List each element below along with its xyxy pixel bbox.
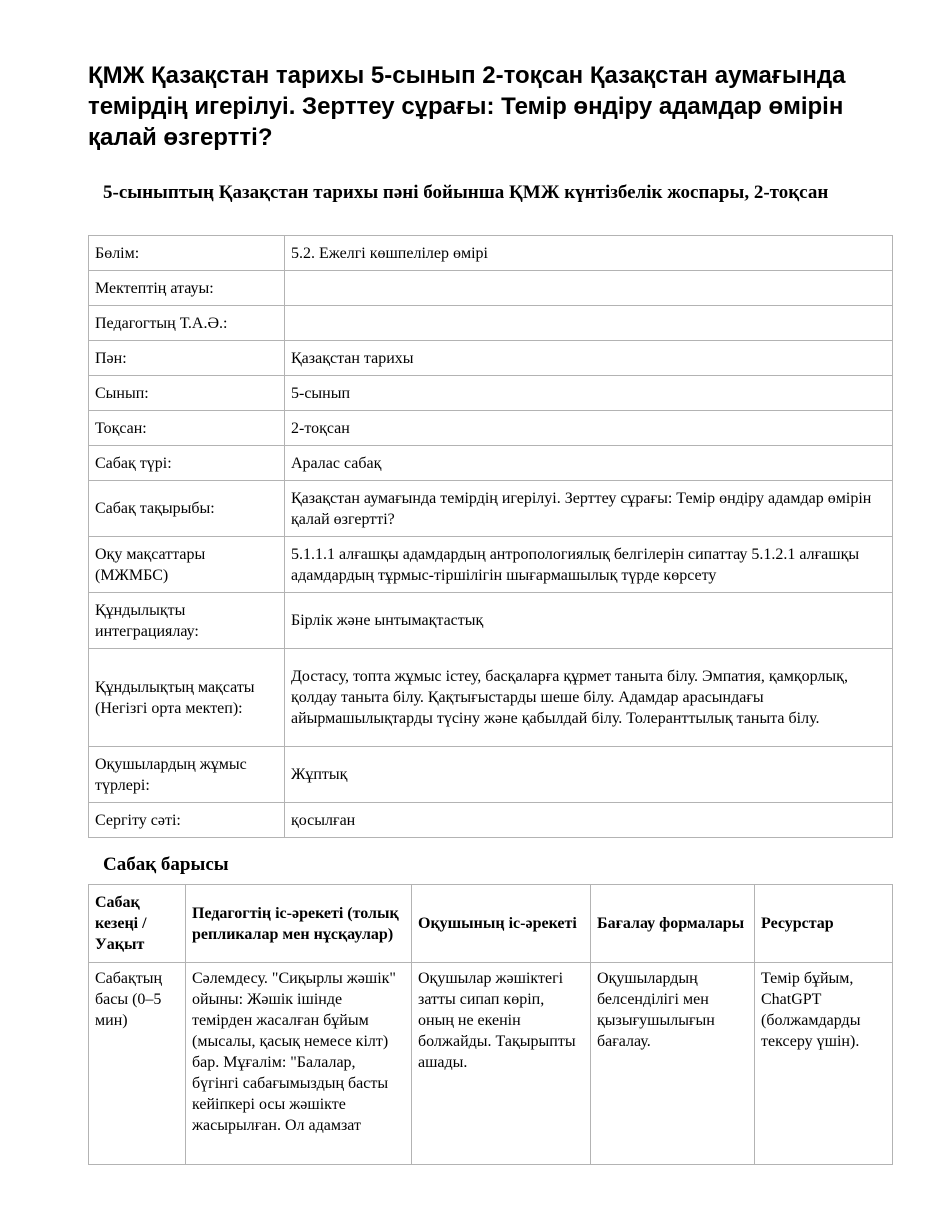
info-label: Пән: [89, 341, 285, 376]
table-row [89, 803, 893, 838]
info-value: Қазақстан тарихы [285, 341, 893, 376]
table-row [89, 306, 893, 341]
info-value [285, 271, 893, 306]
info-label: Мектептің атауы: [89, 271, 285, 306]
info-value: 2-тоқсан [285, 411, 893, 446]
table-row [89, 446, 893, 481]
lesson-flow-table [88, 884, 893, 1165]
info-value: Аралас сабақ [285, 446, 893, 481]
table-row [89, 341, 893, 376]
info-label: Бөлім: [89, 236, 285, 271]
table-row [89, 481, 893, 537]
teacher-activity-cell: Сәлемдесу. "Сиқырлы жәшік" ойыны: Жәшік ішінде темірден жасалған бұйым (мысалы, қасық немесе кілт) бар. Мұғалім: "Балалар, бүгінгі сабағымыздың басты кейіпкері осы жәшікте жасырылған. Ол адамзат [186, 963, 412, 1165]
info-label: Сынып: [89, 376, 285, 411]
lesson-info-table [88, 235, 893, 838]
column-header-student-activity: Оқушының іс-әрекеті [412, 885, 591, 963]
info-label: Сабақ түрі: [89, 446, 285, 481]
table-row [89, 376, 893, 411]
plan-heading: 5-сыныптың Қазақстан тарихы пәні бойынша ҚМЖ күнтізбелік жоспары, 2-тоқсан [103, 182, 829, 203]
info-value: Бірлік және ынтымақтастық [285, 593, 893, 649]
table-row [89, 537, 893, 593]
column-header-stage: Сабақ кезеңі / Уақыт [89, 885, 186, 963]
lesson-flow-heading: Сабақ барысы [103, 854, 229, 875]
info-value [285, 306, 893, 341]
table-row [89, 963, 893, 1165]
table-row [89, 411, 893, 446]
info-value: 5.1.1.1 алғашқы адамдардың антропологиялық белгілерін сипаттау 5.1.2.1 алғашқы адамдардың тұрмыс-тіршілігін шығармашылық түрде көрсету [285, 537, 893, 593]
info-label: Құндылықтың мақсаты (Негізгі орта мектеп): [89, 649, 285, 747]
table-row [89, 747, 893, 803]
column-header-teacher-activity: Педагогтің іс-әрекеті (толық репликалар мен нұсқаулар) [186, 885, 412, 963]
column-header-assessment: Бағалау формалары [591, 885, 755, 963]
table-row [89, 649, 893, 747]
info-value: 5-сынып [285, 376, 893, 411]
document-title: ҚМЖ Қазақстан тарихы 5-сынып 2-тоқсан Қазақстан аумағында темірдің игерілуі. Зерттеу сұрағы: Темір өндіру адамдар өмірін қалай өзгертті? [88, 62, 846, 151]
column-header-resources: Ресурстар [755, 885, 893, 963]
info-label: Құндылықты интеграциялау: [89, 593, 285, 649]
stage-cell: Сабақтың басы (0–5 мин) [89, 963, 186, 1165]
info-label: Оқу мақсаттары (МЖМБС) [89, 537, 285, 593]
assessment-cell: Оқушылардың белсенділігі мен қызығушылығын бағалау. [591, 963, 755, 1165]
info-label: Оқушылардың жұмыс түрлері: [89, 747, 285, 803]
table-row [89, 271, 893, 306]
info-value: қосылған [285, 803, 893, 838]
info-value: Достасу, топта жұмыс істеу, басқаларға құрмет таныта білу. Эмпатия, қамқорлық, қолдау таныта білу. Қақтығыстарды шеше білу. Адамдар арасындағы айырмашылықтарды түсіну және қабылдай білу. Толеранттылық таныта білу. [285, 649, 893, 747]
info-label: Сабақ тақырыбы: [89, 481, 285, 537]
info-label: Педагогтың Т.А.Ә.: [89, 306, 285, 341]
student-activity-cell: Оқушылар жәшіктегі затты сипап көріп, оның не екенін болжайды. Тақырыпты ашады. [412, 963, 591, 1165]
table-header-row [89, 885, 893, 963]
table-row [89, 236, 893, 271]
info-value: Қазақстан аумағында темірдің игерілуі. Зерттеу сұрағы: Темір өндіру адамдар өмірін қалай өзгертті? [285, 481, 893, 537]
info-value: 5.2. Ежелгі көшпелілер өмірі [285, 236, 893, 271]
resources-cell: Темір бұйым, ChatGPT (болжамдарды тексеру үшін). [755, 963, 893, 1165]
info-value: Жұптық [285, 747, 893, 803]
table-row [89, 593, 893, 649]
info-label: Сергіту сәті: [89, 803, 285, 838]
info-label: Тоқсан: [89, 411, 285, 446]
